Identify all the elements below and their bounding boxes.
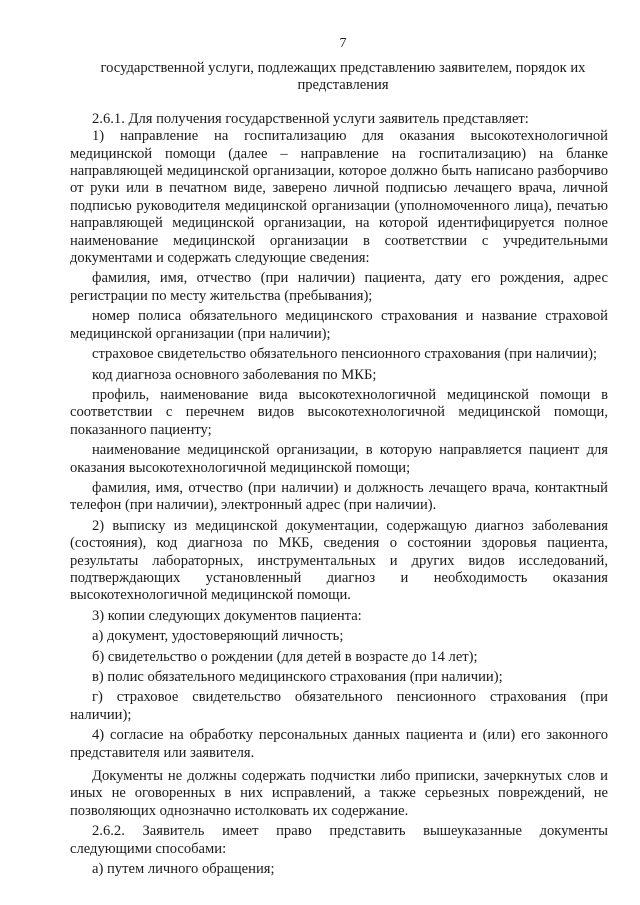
paragraph-item-3d: г) страховое свидетельство обязательного пенсионного страхования (при наличии); [70, 689, 608, 723]
paragraph-patient-name: фамилия, имя, отчество (при наличии) пациента, дату его рождения, адрес регистрации по месту жительства (пребывания); [70, 270, 608, 304]
paragraph-item-3b: б) свидетельство о рождении (для детей в возрасте до 14 лет); [92, 648, 478, 665]
paragraph-2-6-1: 2.6.1. Для получения государственной услуги заявитель представляет: [92, 110, 529, 127]
paragraph-item-4: 4) согласие на обработку персональных данных пациента и (или) его законного представителя или заявителя. [70, 727, 608, 761]
page-number: 7 [339, 36, 347, 51]
paragraph-pension-certificate: страховое свидетельство обязательного пенсионного страхования (при наличии); [92, 346, 598, 363]
paragraph-2-6-2: 2.6.2. Заявитель имеет право представить вышеуказанные документы следующими способами: [70, 823, 608, 857]
paragraph-item-3c: в) полис обязательного медицинского страхования (при наличии); [92, 669, 503, 685]
paragraph-item-3: 3) копии следующих документов пациента: [92, 607, 362, 624]
paragraph-item-1: 1) направление на госпитализацию для оказания высокотехнологичной медицинской помощи (далее – направление на госпитализацию) на бланке направляющей медицинской организации, которое должно быть написано разборчиво от руки или в печатном виде, заверено личной подписью лечащего врача, личной подписью руководителя медицинской организации (уполномоченного лица), печатью направляющей медицинской организации, на которой идентифицируется полное наименование медицинской организации в соответствии с учредительными документами и содержать следующие сведения: [70, 128, 608, 267]
paragraph-diagnosis-code: код диагноза основного заболевания по МКБ; [92, 366, 377, 383]
paragraph-doctor: фамилия, имя, отчество (при наличии) и должность лечащего врача, контактный телефон (при наличии), электронный адрес (при наличии). [70, 479, 608, 514]
section-heading: государственной услуги, подлежащих представлению заявителем, порядок их представления [100, 60, 586, 94]
paragraph-item-3a: а) документ, удостоверяющий личность; [92, 628, 344, 645]
paragraph-profile: профиль, наименование вида высокотехнологичной медицинской помощи в соответствии с перечнем видов высокотехнологичной медицинской помощи, показанного пациенту; [70, 386, 608, 438]
paragraph-insurance-policy: номер полиса обязательного медицинского страхования и название страховой медицинской организации (при наличии); [70, 308, 608, 342]
paragraph-documents-requirements: Документы не должны содержать подчистки либо приписки, зачеркнутых слов и иных не оговоренных в них исправлений, а также серьезных повреждений, не позволяющих однозначно истолковать их содержание. [70, 768, 608, 819]
document-body [70, 60, 608, 878]
paragraph-medical-organization: наименование медицинской организации, в которую направляется пациент для оказания высокотехнологичной медицинской помощи; [70, 442, 608, 476]
paragraph-item-a-personal: а) путем личного обращения; [92, 861, 275, 878]
paragraph-item-2: 2) выписку из медицинской документации, содержащую диагноз заболевания (состояния), код диагноза по МКБ, сведения о состоянии здоровья пациента, результаты лабораторных, инструментальных и других видов исследований, подтверждающих установленный диагноз и необходимость оказания высокотехнологичной медицинской помощи. [70, 517, 608, 604]
